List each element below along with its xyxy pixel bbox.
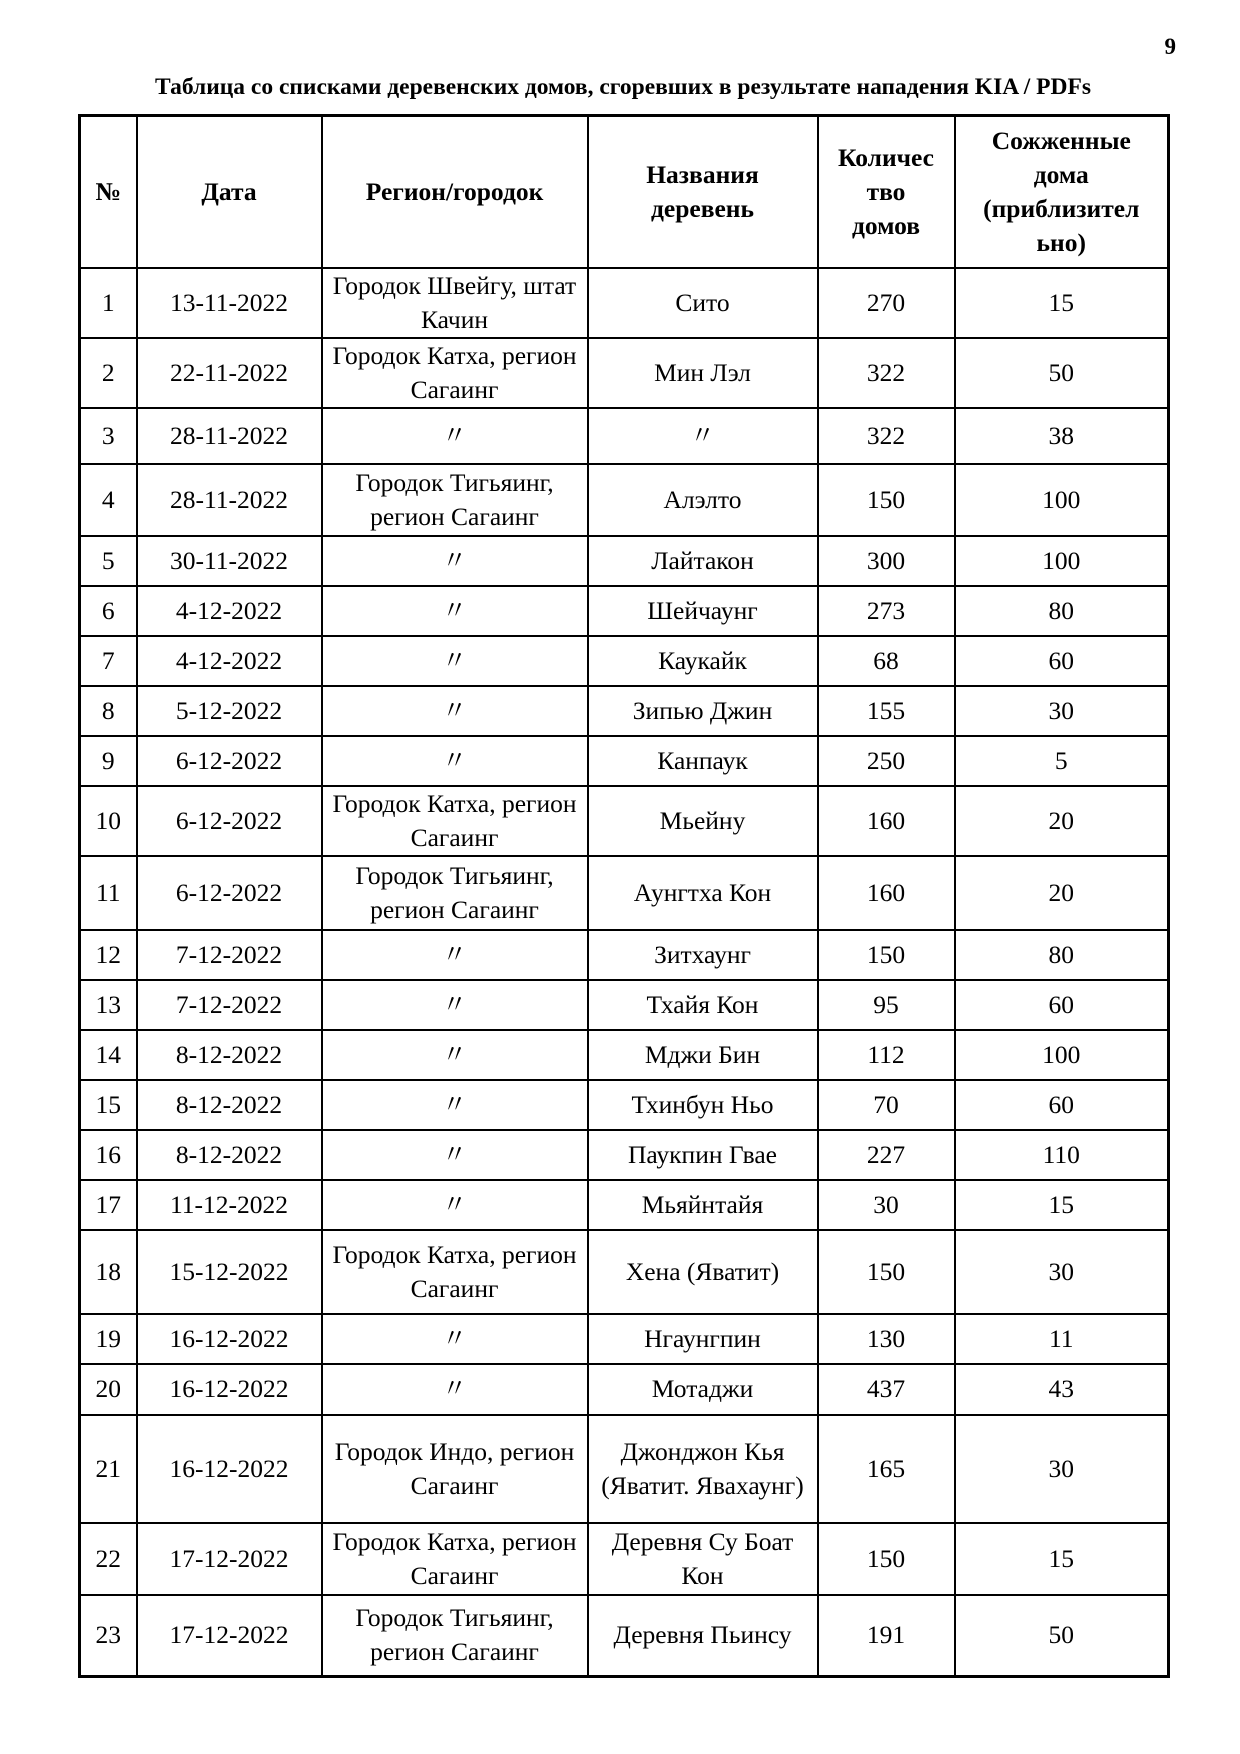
cell-burned: 100: [955, 1030, 1169, 1080]
cell-region: 〃: [322, 586, 588, 636]
cell-burned: 60: [955, 980, 1169, 1030]
header-houses: Количес тво домов: [818, 116, 955, 268]
cell-num: 12: [80, 930, 137, 980]
cell-village: Алэлто: [588, 464, 818, 536]
cell-houses: 191: [818, 1595, 955, 1677]
cell-num: 9: [80, 736, 137, 786]
cell-houses: 250: [818, 736, 955, 786]
cell-houses: 30: [818, 1180, 955, 1230]
cell-num: 15: [80, 1080, 137, 1130]
cell-houses: 270: [818, 268, 955, 338]
cell-village: Деревня Су Боат Кон: [588, 1523, 818, 1595]
cell-num: 4: [80, 464, 137, 536]
table-row: [80, 408, 1169, 464]
cell-region: Городок Катха, регион Сагаинг: [322, 338, 588, 408]
cell-date: 28-11-2022: [137, 408, 322, 464]
cell-village: Деревня Пьинсу: [588, 1595, 818, 1677]
cell-burned: 20: [955, 786, 1169, 856]
cell-region: 〃: [322, 980, 588, 1030]
cell-burned: 15: [955, 268, 1169, 338]
cell-village: Тхинбун Ньо: [588, 1080, 818, 1130]
cell-num: 5: [80, 536, 137, 586]
cell-houses: 322: [818, 338, 955, 408]
table-header-row: [80, 116, 1169, 268]
cell-date: 17-12-2022: [137, 1523, 322, 1595]
cell-date: 4-12-2022: [137, 636, 322, 686]
cell-region: Городок Тигьяинг, регион Сагаинг: [322, 1595, 588, 1677]
cell-burned: 50: [955, 338, 1169, 408]
cell-num: 14: [80, 1030, 137, 1080]
cell-village: 〃: [588, 408, 818, 464]
table-row: [80, 636, 1169, 686]
cell-houses: 150: [818, 930, 955, 980]
table-row: [80, 1080, 1169, 1130]
table-row: [80, 536, 1169, 586]
header-date: Дата: [137, 116, 322, 268]
cell-region: Городок Катха, регион Сагаинг: [322, 786, 588, 856]
table-row: [80, 1314, 1169, 1364]
cell-num: 1: [80, 268, 137, 338]
cell-num: 20: [80, 1364, 137, 1415]
cell-village: Шейчаунг: [588, 586, 818, 636]
table-body: [80, 268, 1169, 1677]
table-row: [80, 686, 1169, 736]
table-row: [80, 464, 1169, 536]
cell-region: Городок Швейгу, штат Качин: [322, 268, 588, 338]
cell-burned: 110: [955, 1130, 1169, 1180]
header-burned: Сожженные дома (приблизител ьно): [955, 116, 1169, 268]
cell-burned: 20: [955, 856, 1169, 930]
cell-region: Городок Тигьяинг, регион Сагаинг: [322, 464, 588, 536]
cell-burned: 30: [955, 1415, 1169, 1523]
cell-region: 〃: [322, 1030, 588, 1080]
table-row: [80, 1523, 1169, 1595]
cell-village: Тхайя Кон: [588, 980, 818, 1030]
cell-num: 21: [80, 1415, 137, 1523]
cell-burned: 60: [955, 636, 1169, 686]
cell-num: 22: [80, 1523, 137, 1595]
cell-date: 5-12-2022: [137, 686, 322, 736]
table-row: [80, 586, 1169, 636]
cell-houses: 150: [818, 1523, 955, 1595]
cell-date: 16-12-2022: [137, 1415, 322, 1523]
cell-num: 13: [80, 980, 137, 1030]
cell-village: Сито: [588, 268, 818, 338]
table-row: [80, 930, 1169, 980]
cell-date: 7-12-2022: [137, 980, 322, 1030]
cell-date: 13-11-2022: [137, 268, 322, 338]
cell-num: 17: [80, 1180, 137, 1230]
cell-region: 〃: [322, 1080, 588, 1130]
cell-houses: 70: [818, 1080, 955, 1130]
cell-burned: 50: [955, 1595, 1169, 1677]
cell-village: Мин Лэл: [588, 338, 818, 408]
cell-date: 15-12-2022: [137, 1230, 322, 1314]
cell-num: 3: [80, 408, 137, 464]
cell-burned: 100: [955, 464, 1169, 536]
cell-houses: 437: [818, 1364, 955, 1415]
cell-region: 〃: [322, 1180, 588, 1230]
cell-houses: 165: [818, 1415, 955, 1523]
cell-region: 〃: [322, 1130, 588, 1180]
cell-houses: 95: [818, 980, 955, 1030]
cell-houses: 273: [818, 586, 955, 636]
cell-date: 8-12-2022: [137, 1130, 322, 1180]
cell-village: Мджи Бин: [588, 1030, 818, 1080]
cell-village: Лайтакон: [588, 536, 818, 586]
cell-houses: 155: [818, 686, 955, 736]
table-row: [80, 1415, 1169, 1523]
cell-village: Зитхаунг: [588, 930, 818, 980]
cell-burned: 100: [955, 536, 1169, 586]
cell-region: 〃: [322, 408, 588, 464]
cell-num: 19: [80, 1314, 137, 1364]
cell-region: Городок Индо, регион Сагаинг: [322, 1415, 588, 1523]
cell-num: 6: [80, 586, 137, 636]
cell-houses: 300: [818, 536, 955, 586]
table-row: [80, 1030, 1169, 1080]
header-num: №: [80, 116, 137, 268]
cell-houses: 150: [818, 464, 955, 536]
cell-date: 30-11-2022: [137, 536, 322, 586]
cell-num: 16: [80, 1130, 137, 1180]
cell-village: Канпаук: [588, 736, 818, 786]
table-row: [80, 338, 1169, 408]
cell-burned: 38: [955, 408, 1169, 464]
cell-date: 6-12-2022: [137, 786, 322, 856]
cell-num: 8: [80, 686, 137, 736]
table-row: [80, 1130, 1169, 1180]
cell-village: Нгаунгпин: [588, 1314, 818, 1364]
cell-date: 16-12-2022: [137, 1364, 322, 1415]
cell-num: 23: [80, 1595, 137, 1677]
cell-date: 16-12-2022: [137, 1314, 322, 1364]
cell-region: 〃: [322, 686, 588, 736]
cell-date: 6-12-2022: [137, 736, 322, 786]
cell-village: Мьейну: [588, 786, 818, 856]
cell-date: 8-12-2022: [137, 1080, 322, 1130]
cell-village: Джонджон Кья (Яватит. Явахаунг): [588, 1415, 818, 1523]
cell-houses: 160: [818, 786, 955, 856]
cell-date: 11-12-2022: [137, 1180, 322, 1230]
page-number: 9: [1164, 34, 1176, 59]
header-region: Регион/городок: [322, 116, 588, 268]
cell-date: 7-12-2022: [137, 930, 322, 980]
cell-date: 6-12-2022: [137, 856, 322, 930]
cell-burned: 30: [955, 1230, 1169, 1314]
table-row: [80, 1595, 1169, 1677]
cell-burned: 80: [955, 586, 1169, 636]
cell-num: 10: [80, 786, 137, 856]
cell-num: 11: [80, 856, 137, 930]
cell-burned: 30: [955, 686, 1169, 736]
cell-region: Городок Катха, регион Сагаинг: [322, 1523, 588, 1595]
cell-burned: 43: [955, 1364, 1169, 1415]
table-row: [80, 1230, 1169, 1314]
cell-date: 4-12-2022: [137, 586, 322, 636]
cell-num: 2: [80, 338, 137, 408]
cell-village: Хена (Яватит): [588, 1230, 818, 1314]
cell-houses: 227: [818, 1130, 955, 1180]
cell-region: 〃: [322, 736, 588, 786]
cell-region: Городок Тигьяинг, регион Сагаинг: [322, 856, 588, 930]
cell-burned: 15: [955, 1180, 1169, 1230]
cell-region: 〃: [322, 1364, 588, 1415]
cell-village: Каукайк: [588, 636, 818, 686]
cell-date: 8-12-2022: [137, 1030, 322, 1080]
cell-houses: 150: [818, 1230, 955, 1314]
cell-date: 17-12-2022: [137, 1595, 322, 1677]
cell-region: 〃: [322, 536, 588, 586]
cell-date: 22-11-2022: [137, 338, 322, 408]
cell-region: 〃: [322, 636, 588, 686]
cell-village: Паукпин Гвае: [588, 1130, 818, 1180]
cell-burned: 15: [955, 1523, 1169, 1595]
cell-region: Городок Катха, регион Сагаинг: [322, 1230, 588, 1314]
cell-burned: 60: [955, 1080, 1169, 1130]
cell-num: 18: [80, 1230, 137, 1314]
table-row: [80, 1364, 1169, 1415]
cell-date: 28-11-2022: [137, 464, 322, 536]
cell-houses: 160: [818, 856, 955, 930]
cell-village: Зипью Джин: [588, 686, 818, 736]
cell-burned: 80: [955, 930, 1169, 980]
cell-houses: 322: [818, 408, 955, 464]
cell-burned: 11: [955, 1314, 1169, 1364]
table-row: [80, 856, 1169, 930]
cell-num: 7: [80, 636, 137, 686]
cell-houses: 112: [818, 1030, 955, 1080]
header-village: Названия деревень: [588, 116, 818, 268]
cell-houses: 130: [818, 1314, 955, 1364]
cell-region: 〃: [322, 930, 588, 980]
table-row: [80, 736, 1169, 786]
burned-houses-table: [78, 114, 1170, 1678]
table-title: Таблица со списками деревенских домов, сгоревших в результате нападения KIA / PDFs: [155, 74, 1091, 100]
table-row: [80, 786, 1169, 856]
cell-village: Мотаджи: [588, 1364, 818, 1415]
cell-region: 〃: [322, 1314, 588, 1364]
cell-burned: 5: [955, 736, 1169, 786]
cell-houses: 68: [818, 636, 955, 686]
table-row: [80, 980, 1169, 1030]
cell-village: Аунгтха Кон: [588, 856, 818, 930]
cell-village: Мьяйнтайя: [588, 1180, 818, 1230]
table-row: [80, 1180, 1169, 1230]
table-row: [80, 268, 1169, 338]
